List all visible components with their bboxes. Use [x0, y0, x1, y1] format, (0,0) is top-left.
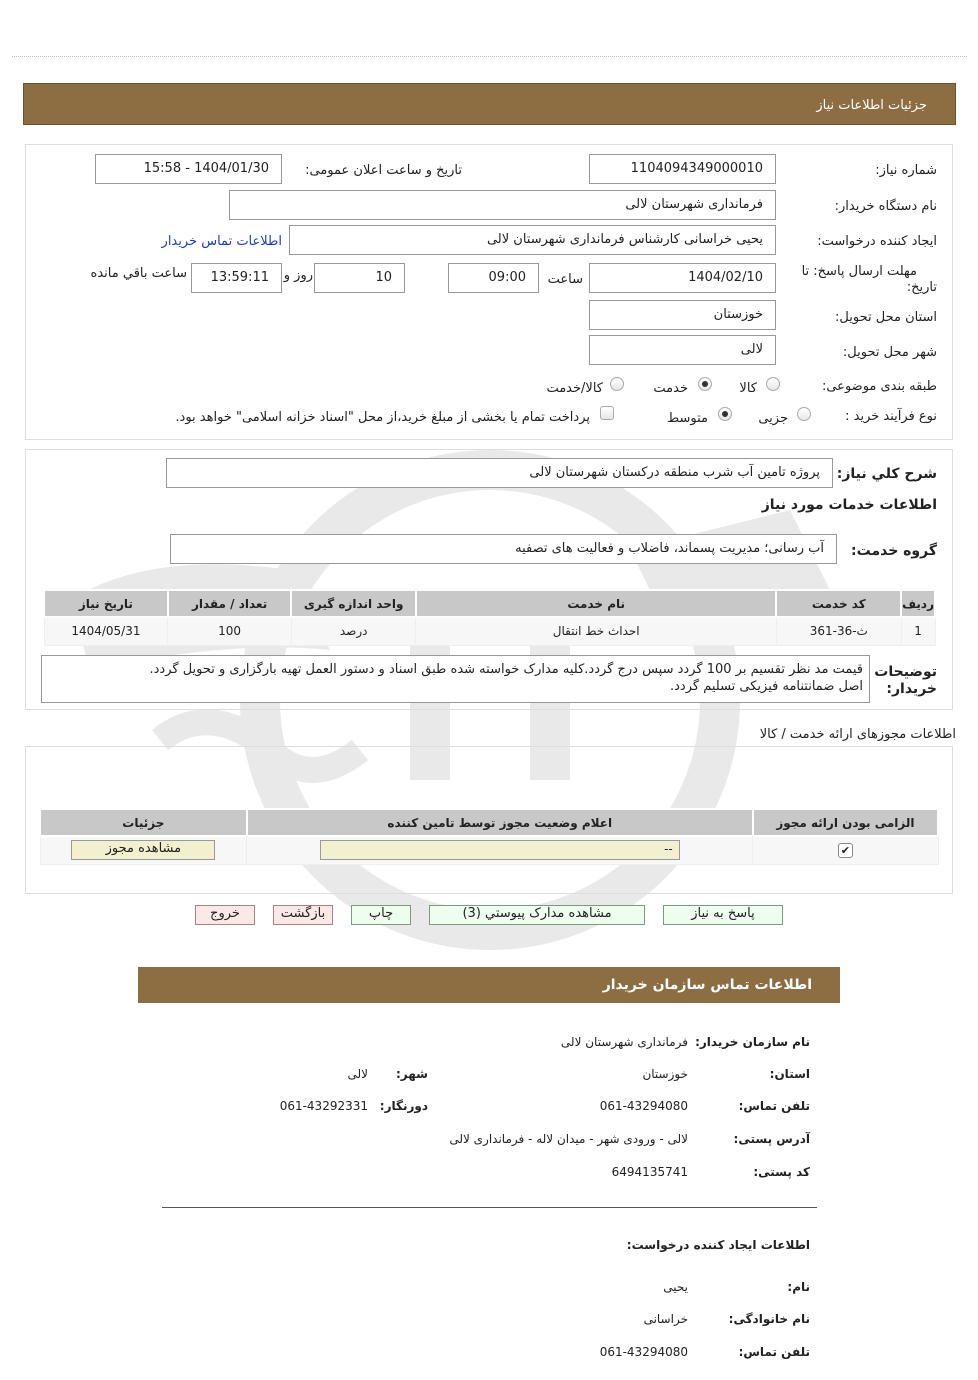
category-both-radio[interactable] — [610, 377, 624, 391]
permits-header-row — [40, 809, 938, 836]
category-service-radio[interactable] — [698, 377, 712, 391]
deadline-label-1: مهلت ارسال پاسخ: تا — [801, 264, 917, 279]
deadline-time-field: 09:00 — [448, 263, 539, 293]
view-documents-button[interactable]: مشاهده مدارک پیوستي (3) — [429, 905, 645, 925]
permits-table — [39, 808, 939, 865]
cell-code: ث-36-361 — [776, 617, 901, 645]
permit-status-input[interactable]: -- — [320, 840, 680, 860]
contact-phone-label: تلفن تماس: — [738, 1099, 810, 1113]
page-title: جزئیات اطلاعات نیاز — [816, 98, 927, 113]
cell-name: احداث خط انتقال — [416, 617, 776, 645]
cell-status — [247, 836, 753, 864]
col-qty: تعداد / مقدار — [168, 590, 292, 617]
days-label: روز و — [283, 268, 313, 283]
category-service-label: خدمت — [653, 381, 688, 396]
treasury-checkbox[interactable] — [600, 406, 614, 420]
contact-postal-value: 6494135741 — [611, 1165, 688, 1179]
contact-divider — [162, 1207, 817, 1208]
creator-field: یحیی خراسانی کارشناس فرمانداری شهرستان لالی — [289, 225, 776, 255]
services-table — [43, 589, 936, 646]
creator-family-label: نام خانوادگی: — [728, 1312, 810, 1326]
contact-city-label: شهر: — [396, 1067, 428, 1081]
view-permit-button[interactable]: مشاهده مجوز — [71, 840, 215, 860]
contact-org-label: نام سازمان خریدار: — [695, 1035, 810, 1049]
page-header — [23, 83, 956, 125]
contact-title: اطلاعات تماس سازمان خریدار — [602, 977, 812, 993]
contact-postal-label: کد پستی: — [753, 1165, 810, 1179]
col-row: رديف — [901, 590, 935, 617]
days-field: 10 — [314, 263, 405, 293]
category-goods-label: کالا — [739, 381, 757, 396]
required-checkbox[interactable]: ✔ — [838, 843, 853, 858]
category-both-label: کالا/خدمت — [546, 381, 603, 396]
city-label: شهر محل تحویل: — [842, 345, 937, 360]
back-button[interactable]: بازگشت — [273, 905, 333, 925]
cell-required — [753, 836, 938, 864]
contact-org-value: فرمانداری شهرستان لالی — [560, 1035, 688, 1049]
announce-field: 1404/01/30 - 15:58 — [95, 154, 282, 184]
col-details: جزئیات — [40, 809, 247, 836]
creator-family-value: خراسانی — [643, 1312, 688, 1326]
creator-name-label: نام: — [787, 1280, 810, 1294]
process-medium-radio[interactable] — [718, 407, 732, 421]
city-field: لالی — [589, 335, 776, 365]
col-unit: واحد اندازه گيری — [291, 590, 416, 617]
reply-button[interactable]: پاسخ به نیاز — [663, 905, 783, 925]
summary-field: پروژه تامین آب شرب منطقه درکستان شهرستان لالی — [166, 458, 833, 488]
process-partial-label: جزیی — [758, 411, 788, 426]
buyer-contact-link[interactable]: اطلاعات تماس خریدار — [161, 234, 282, 249]
creator-name-value: یحیی — [663, 1280, 688, 1294]
contact-address-value: لالی - ورودی شهر - میدان لاله - فرمانداری لالی — [449, 1132, 688, 1146]
cell-details — [40, 836, 247, 864]
contact-phone-value: 061-43294080 — [599, 1099, 688, 1113]
process-label: نوع فرآیند خرید : — [845, 409, 937, 424]
category-goods-radio[interactable] — [766, 377, 780, 391]
notes-line-2: اصل ضمانتنامه فیزیکی تسلیم گردد. — [669, 679, 863, 694]
announce-label: تاریخ و ساعت اعلان عمومی: — [305, 163, 462, 178]
province-field: خوزستان — [589, 300, 776, 330]
services-title: اطلاعات خدمات مورد نیاز — [761, 497, 937, 513]
deadline-time-label: ساعت — [547, 272, 583, 287]
process-partial-radio[interactable] — [797, 407, 811, 421]
contact-fax-label: دورنگار: — [379, 1099, 428, 1113]
contact-province-label: استان: — [769, 1067, 810, 1081]
col-status: اعلام وضعیت مجوز توسط تامین کننده — [247, 809, 753, 836]
payment-note: پرداخت تمام یا بخشی از مبلغ خرید،از محل "اسناد خزانه اسلامی" خواهد بود. — [175, 410, 590, 425]
contact-city-value: لالی — [347, 1067, 368, 1081]
cell-qty: 100 — [168, 617, 292, 645]
notes-label-2: خریدار: — [886, 681, 937, 697]
contact-address-label: آدرس پستی: — [733, 1132, 810, 1146]
contact-fax-value: 061-43292331 — [279, 1099, 368, 1113]
need-number-field: 1104094349000010 — [589, 154, 776, 184]
contact-header — [138, 967, 840, 1003]
remaining-field: 13:59:11 — [191, 263, 282, 293]
service-group-label: گروه خدمت: — [851, 543, 937, 559]
cell-row: 1 — [901, 617, 935, 645]
remaining-label: ساعت باقي مانده — [90, 266, 187, 281]
col-date: تاریخ نیاز — [44, 590, 168, 617]
col-name: نام خدمت — [416, 590, 776, 617]
summary-label: شرح کلي نياز: — [836, 466, 937, 482]
services-header-row — [44, 590, 935, 617]
category-label: طبقه بندی موضوعی: — [821, 379, 937, 394]
deadline-label-2: تاریخ: — [906, 280, 937, 295]
col-required: الزامی بودن ارائه مجوز — [753, 809, 938, 836]
notes-line-1: قیمت مد نظر تقسیم بر 100 گردد سپس درج گردد.کلیه مدارک خواسته شده طبق اسناد و دستور العمل تهیه بارگزاری و تحویل گردد. — [149, 662, 863, 677]
cell-date: 1404/05/31 — [44, 617, 168, 645]
need-number-label: شماره نیاز: — [875, 163, 937, 178]
print-button[interactable]: چاپ — [351, 905, 411, 925]
top-divider — [12, 56, 967, 57]
creator-label: ایجاد کننده درخواست: — [817, 234, 937, 249]
table-row — [40, 836, 938, 864]
contact-province-value: خوزستان — [642, 1067, 688, 1081]
service-group-field: آب رسانی؛ مدیریت پسماند، فاضلاب و فعالیت های تصفیه — [170, 534, 837, 564]
province-label: استان محل تحویل: — [835, 310, 937, 325]
creator-title: اطلاعات ایجاد کننده درخواست: — [626, 1238, 810, 1252]
notes-label-1: توضیحات — [874, 664, 937, 680]
process-medium-label: متوسط — [667, 411, 708, 426]
buyer-label: نام دستگاه خریدار: — [834, 199, 937, 214]
buyer-field: فرمانداری شهرستان لالی — [229, 190, 776, 220]
deadline-date-field: 1404/02/10 — [589, 263, 776, 293]
cell-unit: درصد — [291, 617, 416, 645]
permits-title: اطلاعات مجوزهای ارائه خدمت / کالا — [759, 727, 956, 742]
col-code: کد خدمت — [776, 590, 901, 617]
creator-phone-value: 061-43294080 — [599, 1345, 688, 1359]
exit-button[interactable]: خروج — [195, 905, 255, 925]
creator-phone-label: تلفن تماس: — [738, 1345, 810, 1359]
table-row — [44, 617, 935, 645]
notes-field — [41, 655, 870, 703]
